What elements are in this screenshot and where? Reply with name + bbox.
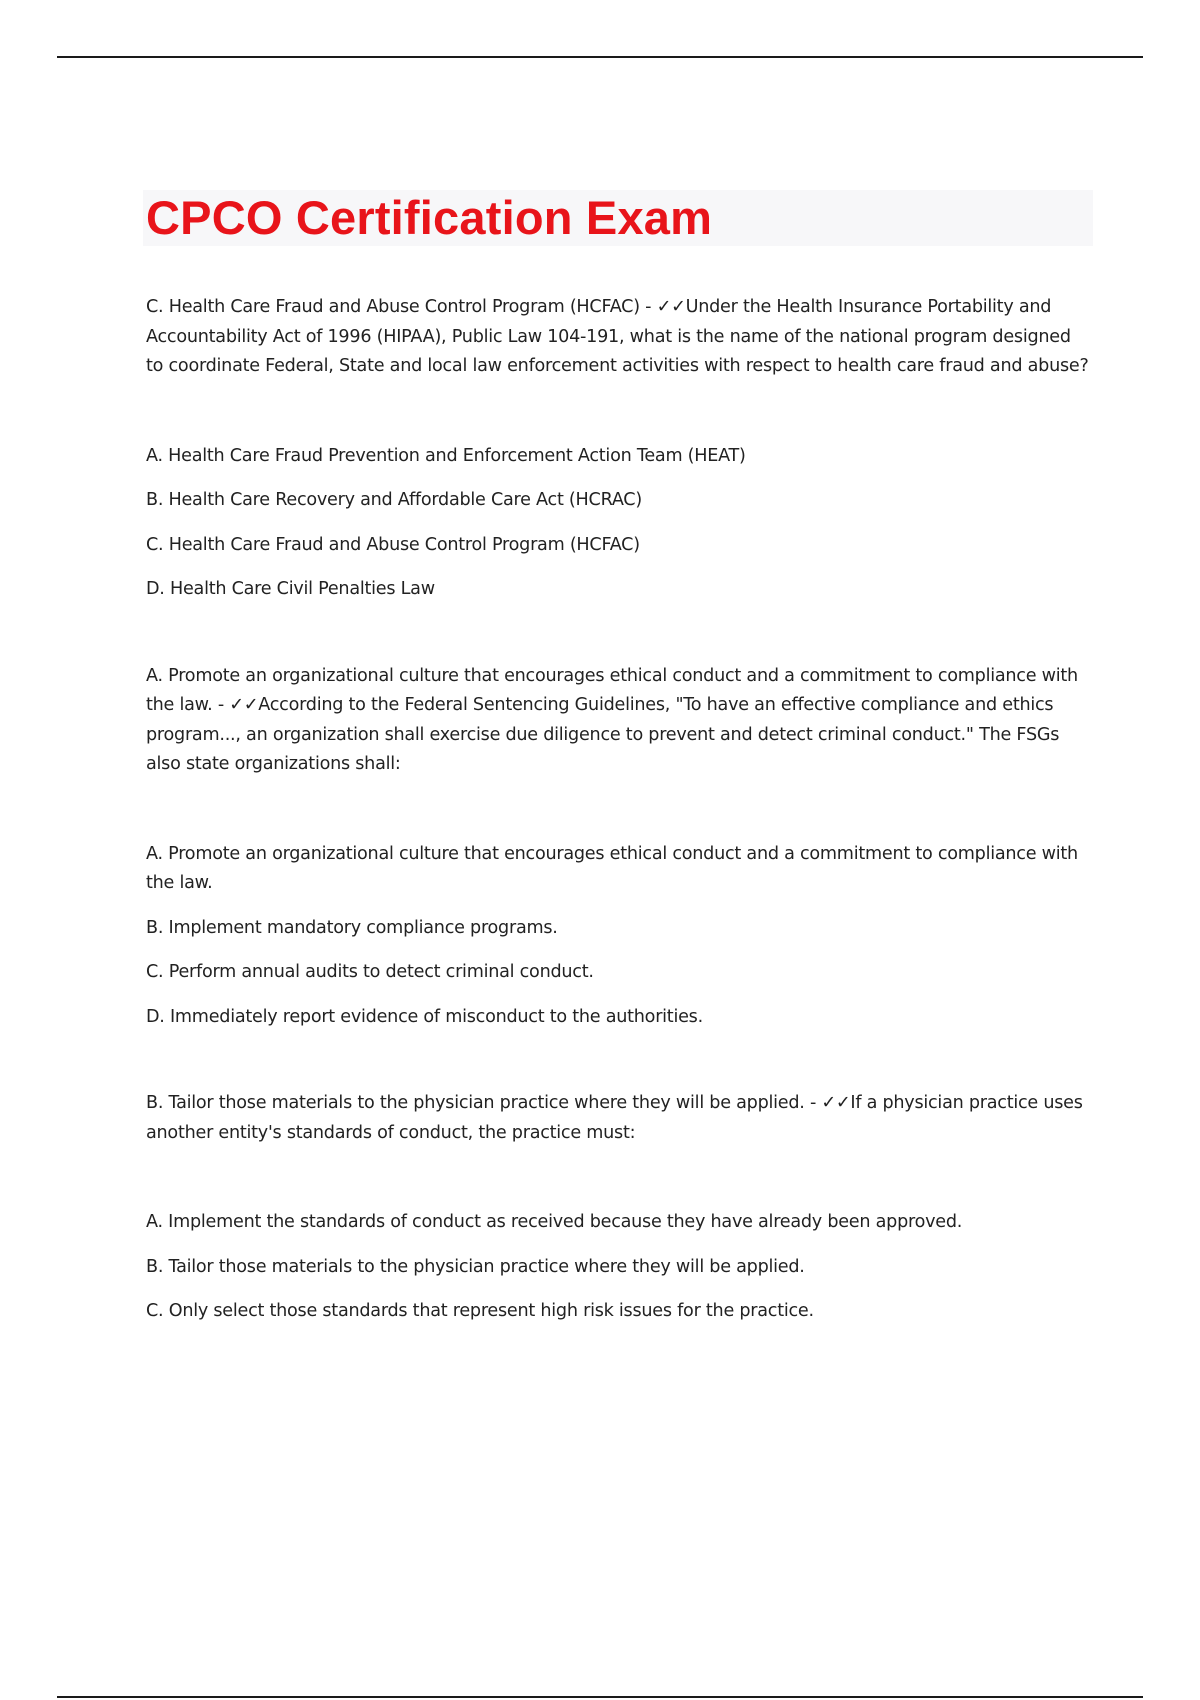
answer-option: C. Health Care Fraud and Abuse Control Program (HCFAC) bbox=[146, 534, 640, 555]
question-block bbox=[146, 662, 1092, 1033]
page-title: CPCO Certification Exam bbox=[146, 191, 713, 244]
answer-option: B. Tailor those materials to the physician practice where they will be applied. bbox=[146, 1256, 805, 1277]
question-text: A. Promote an organizational culture that encourages ethical conduct and a commitment to compliance with the law. - ✓✓According to the Federal Sentencing Guidelines, "To have an effective compliance and ethics program..., an organization shall exercise due diligence to prevent and detect criminal conduct." The FSGs also state organizations shall: bbox=[146, 665, 1078, 774]
answer-option: A. Health Care Fraud Prevention and Enforcement Action Team (HEAT) bbox=[146, 445, 746, 466]
question-text: C. Health Care Fraud and Abuse Control Program (HCFAC) - ✓✓Under the Health Insurance Portability and Accountability Act of 1996 (HIPAA), Public Law 104-191, what is the name of the national program designed to coordinate Federal, State and local law enforcement activities with respect to health care fraud and abuse? bbox=[146, 297, 1089, 376]
answer-options bbox=[146, 1208, 1092, 1327]
answer-options bbox=[146, 840, 1092, 1033]
answer-option: D. Health Care Civil Penalties Law bbox=[146, 579, 435, 599]
bottom-divider bbox=[57, 1696, 1143, 1698]
answer-options bbox=[146, 442, 1092, 605]
question-block bbox=[146, 293, 1092, 605]
answer-option: B. Implement mandatory compliance programs. bbox=[146, 917, 558, 938]
top-divider bbox=[57, 56, 1143, 58]
answer-option: D. Immediately report evidence of misconduct to the authorities. bbox=[146, 1006, 703, 1027]
answer-option: C. Perform annual audits to detect criminal conduct. bbox=[146, 962, 594, 982]
answer-option: C. Only select those standards that represent high risk issues for the practice. bbox=[146, 1301, 814, 1321]
answer-option: A. Promote an organizational culture that encourages ethical conduct and a commitment to compliance with the law. bbox=[146, 843, 1078, 893]
answer-option: A. Implement the standards of conduct as received because they have already been approved. bbox=[146, 1212, 963, 1232]
document-body bbox=[146, 293, 1092, 1342]
answer-option: B. Health Care Recovery and Affordable Care Act (HCRAC) bbox=[146, 490, 642, 510]
question-text: B. Tailor those materials to the physician practice where they will be applied. - ✓✓If a physician practice uses another entity's standards of conduct, the practice must: bbox=[146, 1093, 1083, 1143]
question-block bbox=[146, 1089, 1092, 1327]
